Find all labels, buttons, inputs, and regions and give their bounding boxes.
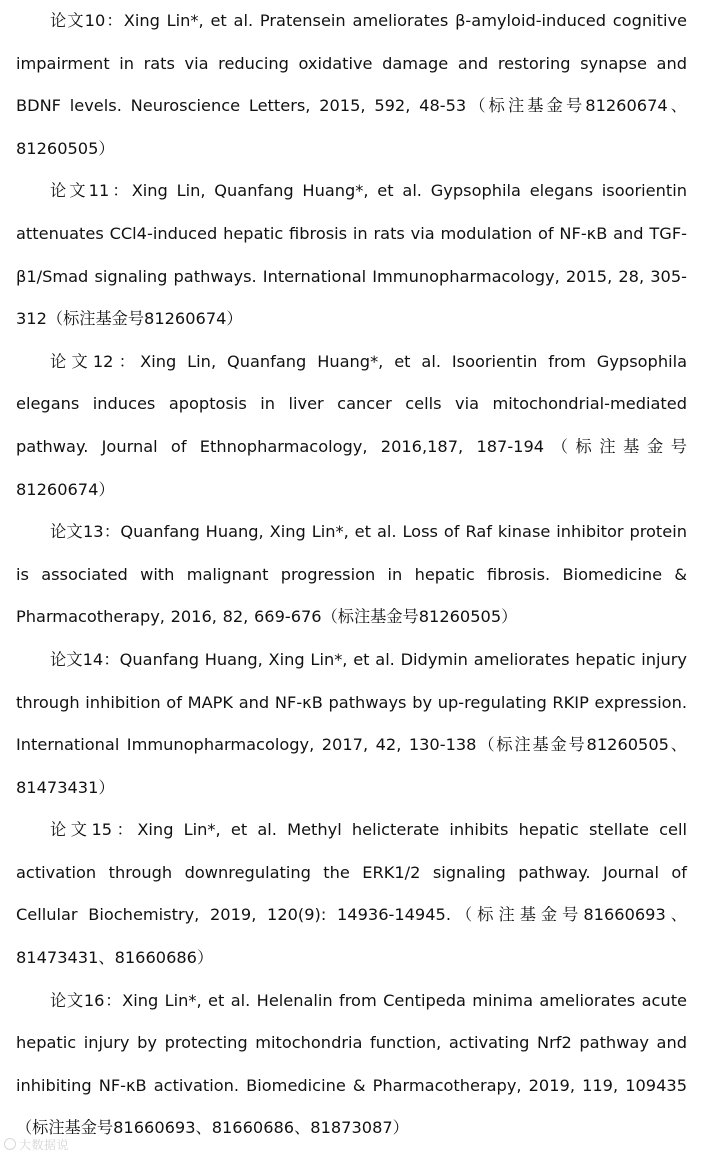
paper-entry-10: 论文10：Xing Lin*, et al. Pratensein ameliorates β-amyloid-induced cognitive impairment in rats via reducing oxidative damage and restoring synapse and BDNF levels. Neuroscience Letters, 2015, 592, 48-53（标注基金号81260674、81260505） [16, 11, 687, 158]
paper-entry-16: 论文16：Xing Lin*, et al. Helenalin from Centipeda minima ameliorates acute hepatic injury by protecting mitochondria function, activating Nrf2 pathway and inhibiting NF-κB activation. Biomedicine & Pharmacotherapy, 2019, 119, 109435（标注基金号81660693、81660686、81873087） [16, 990, 687, 1138]
watermark-text: 大数据说 [19, 1138, 70, 1152]
paper-entry-14: 论文14：Quanfang Huang, Xing Lin*, et al. Didymin ameliorates hepatic injury through inhibition of MAPK and NF-κB pathways by up-regulating RKIP expression. International Immunopharmacology, 2017, 42, 130-138（标注基金号81260505、81473431） [16, 649, 687, 797]
paper-list [16, 0, 687, 1150]
paper-entry-15: 论文15：Xing Lin*, et al. Methyl helicterate inhibits hepatic stellate cell activation through downregulating the ERK1/2 signaling pathway. Journal of Cellular Biochemistry, 2019, 120(9): 14936-14945.（标注基金号81660693、81473431、81660686） [16, 820, 687, 968]
paper-entry-13: 论文13：Quanfang Huang, Xing Lin*, et al. Loss of Raf kinase inhibitor protein is associated with malignant progression in hepatic fibrosis. Biomedicine & Pharmacotherapy, 2016, 82, 669-676（标注基金号81260505） [16, 522, 687, 627]
paper-entry-11: 论文11：Xing Lin, Quanfang Huang*, et al. Gypsophila elegans isoorientin attenuates CCl4-induced hepatic fibrosis in rats via modulation of NF-κB and TGF-β1/Smad signaling pathways. International Immunopharmacology, 2015, 28, 305-312（标注基金号81260674） [16, 181, 687, 329]
watermark-logo-icon [4, 1138, 16, 1150]
watermark [4, 1138, 69, 1152]
paper-entry-12: 论文12：Xing Lin, Quanfang Huang*, et al. Isoorientin from Gypsophila elegans induces apoptosis in liver cancer cells via mitochondrial-mediated pathway. Journal of Ethnopharmacology, 2016,187, 187-194（标注基金号81260674） [16, 351, 687, 499]
